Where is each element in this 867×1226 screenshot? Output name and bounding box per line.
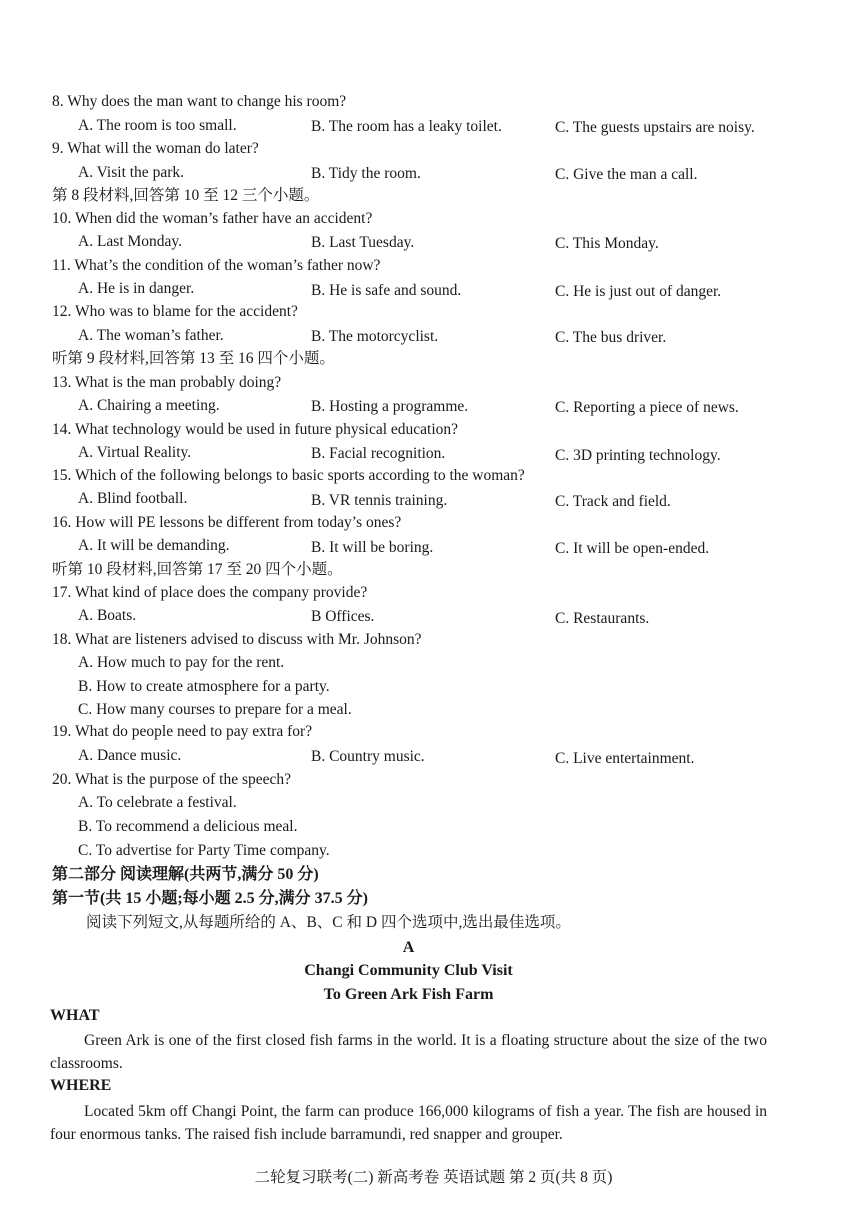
question-13-option-a: A. Chairing a meeting. [78,397,220,414]
question-19-stem: 19. What do people need to pay extra for? [52,723,313,740]
question-15-stem: 15. Which of the following belongs to basic sports according to the woman? [52,467,525,484]
question-20-option-b: B. To recommend a delicious meal. [78,818,298,835]
question-8-stem: 8. Why does the man want to change his room? [52,93,347,110]
section1-heading: 第一节(共 15 小题;每小题 2.5 分,满分 37.5 分) [52,890,368,907]
question-12-option-c: C. The bus driver. [555,329,667,346]
question-18-option-b: B. How to create atmosphere for a party. [78,678,330,695]
question-17-option-c: C. Restaurants. [555,610,650,627]
question-19-option-c: C. Live entertainment. [555,750,695,767]
question-16-option-c: C. It will be open-ended. [555,540,710,557]
passage-letter: A [402,939,415,956]
question-15-option-c: C. Track and field. [555,493,671,510]
question-18-option-a: A. How much to pay for the rent. [78,654,285,671]
passage-title-line2: To Green Ark Fish Farm [323,986,494,1003]
question-8-option-b: B. The room has a leaky toilet. [311,118,502,135]
question-8-option-a: A. The room is too small. [78,117,237,134]
question-10-option-b: B. Last Tuesday. [311,234,415,251]
question-12-option-b: B. The motorcyclist. [311,328,439,345]
question-10-stem: 10. When did the woman’s father have an accident? [52,210,373,227]
question-10-option-c: C. This Monday. [555,235,659,252]
question-14-option-a: A. Virtual Reality. [78,444,192,461]
reading-instruction: 阅读下列短文,从每题所给的 A、B、C 和 D 四个选项中,选出最佳选项。 [86,914,571,931]
question-14-stem: 14. What technology would be used in future physical education? [52,421,459,438]
question-11-option-b: B. He is safe and sound. [311,282,462,299]
question-9-option-b: B. Tidy the room. [311,165,421,182]
question-20-option-a: A. To celebrate a festival. [78,794,237,811]
question-16-option-a: A. It will be demanding. [78,537,230,554]
question-14-option-b: B. Facial recognition. [311,445,446,462]
question-18-stem: 18. What are listeners advised to discuss with Mr. Johnson? [52,631,422,648]
question-9-stem: 9. What will the woman do later? [52,140,259,157]
question-11-option-c: C. He is just out of danger. [555,283,722,300]
question-19-option-b: B. Country music. [311,748,425,765]
question-10-option-a: A. Last Monday. [78,233,183,250]
page-footer: 二轮复习联考(二) 新高考卷 英语试题 第 2 页(共 8 页) [254,1169,613,1186]
question-20-option-c: C. To advertise for Party Time company. [78,842,330,859]
question-15-option-a: A. Blind football. [78,490,188,507]
question-12-stem: 12. Who was to blame for the accident? [52,303,298,320]
material-9-note: 听第 9 段材料,回答第 13 至 16 四个小题。 [52,350,335,367]
question-11-option-a: A. He is in danger. [78,280,195,297]
part2-heading: 第二部分 阅读理解(共两节,满分 50 分) [52,866,319,883]
what-heading: WHAT [50,1007,100,1024]
question-19-option-a: A. Dance music. [78,747,182,764]
question-13-option-c: C. Reporting a piece of news. [555,399,739,416]
question-13-option-b: B. Hosting a programme. [311,398,469,415]
question-20-stem: 20. What is the purpose of the speech? [52,771,292,788]
question-16-option-b: B. It will be boring. [311,539,434,556]
question-16-stem: 16. How will PE lessons be different from today’s ones? [52,514,402,531]
question-17-option-b: B Offices. [311,608,375,625]
what-paragraph: Green Ark is one of the first closed fish farms in the world. It is a floating structure about the size of the two classrooms. [50,1032,767,1072]
where-paragraph: Located 5km off Changi Point, the farm can produce 166,000 kilograms of fish a year. The fish are housed in four enormous tanks. The raised fish include barramundi, red snapper and grouper. [50,1103,767,1143]
question-12-option-a: A. The woman’s father. [78,327,224,344]
material-10-note: 听第 10 段材料,回答第 17 至 20 四个小题。 [52,561,343,578]
where-heading: WHERE [50,1077,112,1094]
question-8-option-c: C. The guests upstairs are noisy. [555,119,755,136]
question-17-option-a: A. Boats. [78,607,137,624]
question-11-stem: 11. What’s the condition of the woman’s father now? [52,257,381,274]
question-9-option-c: C. Give the man a call. [555,166,698,183]
question-14-option-c: C. 3D printing technology. [555,447,721,464]
material-8-note: 第 8 段材料,回答第 10 至 12 三个小题。 [52,187,320,204]
question-9-option-a: A. Visit the park. [78,164,184,181]
question-18-option-c: C. How many courses to prepare for a meal. [78,701,352,718]
question-13-stem: 13. What is the man probably doing? [52,374,282,391]
question-15-option-b: B. VR tennis training. [311,492,448,509]
passage-title-line1: Changi Community Club Visit [304,962,513,979]
question-17-stem: 17. What kind of place does the company provide? [52,584,368,601]
